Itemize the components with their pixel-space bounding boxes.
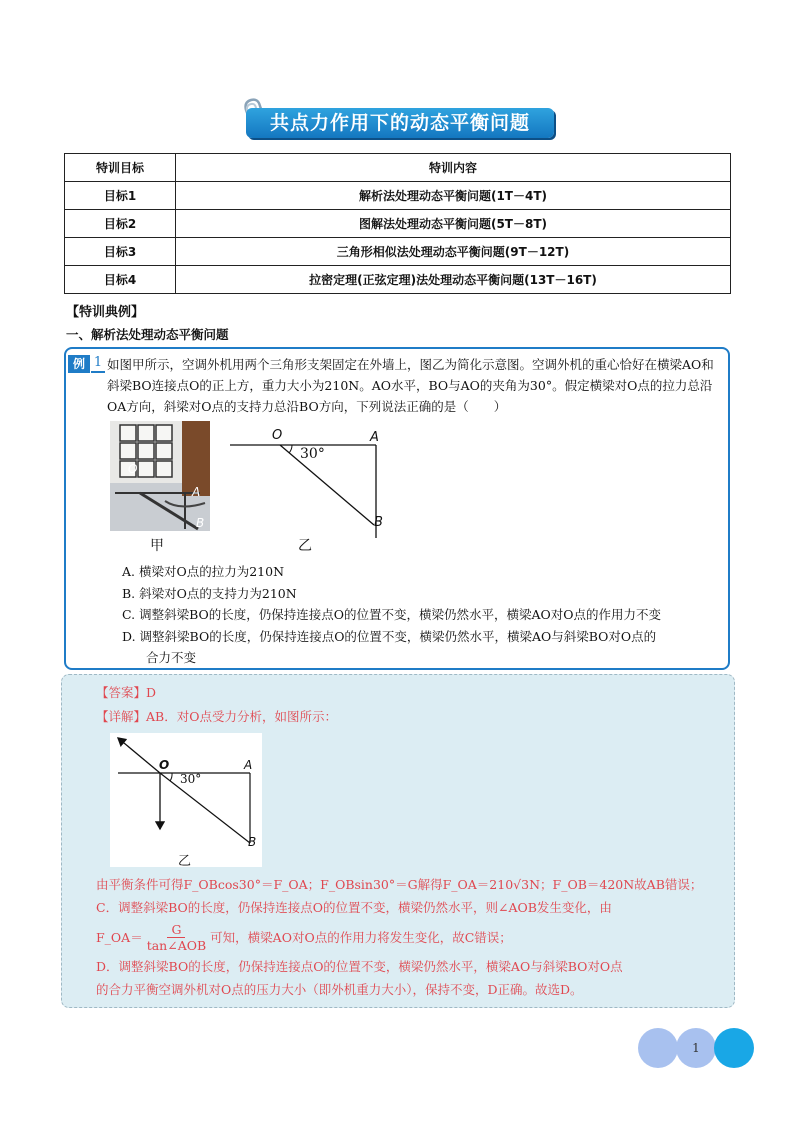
solution-line-3 [96,922,512,953]
table-row [65,238,731,266]
page-circle-decor [714,1028,754,1068]
force-diagram [110,733,262,867]
solution-line-5: 的合力平衡空调外机对O点的压力大小（即外机重力大小），保持不变，D正确。故选D。 [96,982,583,997]
solution-line-1: 由平衡条件可得F_OBcos30°＝F_OA；F_OBsin30°＝G解得F_OA＝210√3N；F_OB＝420N故AB错误； [96,877,703,892]
option-d-continued: 合力不变 [146,650,197,665]
caption-jia: 甲 [150,538,164,554]
option-a: A. 横梁对O点的拉力为210N [122,564,285,579]
detail-line: 【详解】AB．对O点受力分析，如图所示： [96,709,337,724]
formula-tail: 可知，横梁AO对O点的作用力将发生变化，故C错误； [210,930,512,945]
air-conditioner-photo [110,421,210,531]
table-row [65,266,731,294]
photo-label-b: B [196,516,205,530]
force-diagram-caption: 乙 [178,854,192,869]
table-header-cell: 特训目标 [65,154,176,182]
page-circle-decor [638,1028,678,1068]
force-label-o: O [159,758,170,772]
table-cell-content: 拉密定理(正弦定理)法处理动态平衡问题(13T－16T) [176,266,731,294]
option-b: B. 斜梁对O点的支持力为210N [122,585,297,601]
table-cell-goal: 目标3 [65,238,176,266]
table-cell-content: 三角形相似法处理动态平衡问题(9T－12T) [176,238,731,266]
photo-label-o: O [128,462,138,476]
solution-line-4: D．调整斜梁BO的长度，仍保持连接点O的位置不变，横梁仍然水平，横梁AO与斜梁BO对O点 [96,959,623,974]
subsection-heading: 一、解析法处理动态平衡问题 [66,327,229,342]
example-number: 1 [91,355,105,373]
table-row [65,182,731,210]
solution-line-2: C．调整斜梁BO的长度，仍保持连接点O的位置不变，横梁仍然水平，则∠AOB发生变化，由 [96,900,612,915]
answer-options [122,561,730,669]
table-cell-content: 解析法处理动态平衡问题(1T－4T) [176,182,731,210]
table-cell-content: 图解法处理动态平衡问题(5T－8T) [176,210,731,238]
diagram-label-o: O [272,428,283,443]
formula-denominator: tan∠AOB [146,938,207,953]
caption-yi: 乙 [298,538,312,554]
force-label-a: A [244,758,253,772]
page-title: 共点力作用下的动态平衡问题 [246,108,554,138]
title-banner [240,96,558,142]
formula-fraction [147,922,206,953]
answer-line: 【答案】D [96,685,157,700]
table-header-row [65,154,731,182]
table-cell-goal: 目标4 [65,266,176,294]
section-heading: 【特训典例】 [66,305,145,320]
formula-lhs: F_OA＝ [96,930,143,945]
diagram-label-b: B [374,515,383,530]
example-label: 例 [68,355,90,373]
example-question-text: 如图甲所示，空调外机用两个三角形支架固定在外墙上，图乙为简化示意图。空调外机的重心恰好在横梁AO和斜梁BO连接点O的正上方，重力大小为210N。AO水平，BO与AO的夹角为30°。假定横梁对O点的拉力总沿OA方向，斜梁对O点的支持力总沿BO方向，下列说法正确的是（ ） [107,357,714,414]
table-header-cell: 特训内容 [176,154,731,182]
formula-numerator: G [167,922,185,938]
option-d: D. 调整斜梁BO的长度，仍保持连接点O的位置不变，横梁仍然水平，横梁AO与斜梁BO对O点的 [122,628,657,644]
photo-label-a: A [192,485,201,499]
table-row [65,210,731,238]
goals-table [64,153,731,294]
diagram-label-a: A [370,430,379,445]
force-label-b: B [248,835,257,849]
force-angle-label: 30° [180,772,202,786]
table-cell-goal: 目标1 [65,182,176,210]
table-cell-goal: 目标2 [65,210,176,238]
page-indicator [638,1028,754,1068]
diagram-angle-label: 30° [300,446,325,462]
option-c: C. 调整斜梁BO的长度，仍保持连接点O的位置不变，横梁仍然水平，横梁AO对O点的作用力不变 [122,607,662,622]
page-number: 1 [692,1041,700,1055]
